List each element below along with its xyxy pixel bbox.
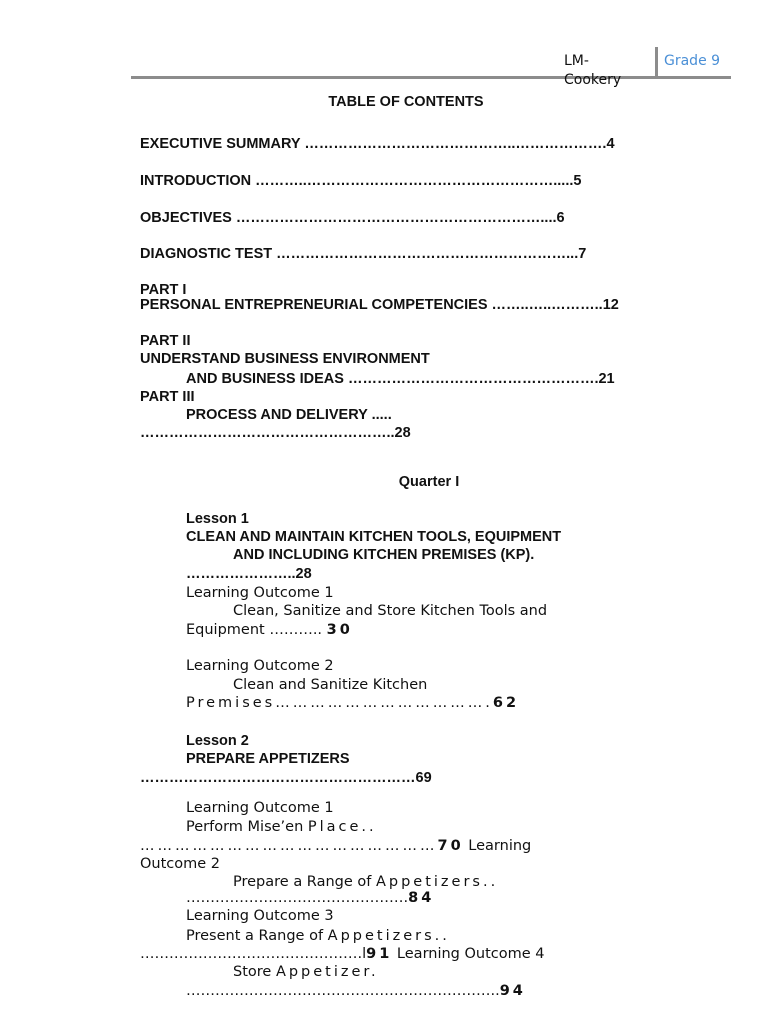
toc-part3-title: PROCESS AND DELIVERY .....: [186, 407, 392, 423]
lesson2-lo2-line: [186, 889, 434, 907]
lesson2-lo4-dots: ………………………………………………………..: [186, 983, 500, 999]
lesson1-lo1-page: 30: [326, 622, 353, 638]
lesson1-lo1-dots: Equipment ………..: [186, 622, 327, 638]
lesson2-lo2-title-b: Appetizers..: [375, 874, 499, 890]
lesson1-label: Lesson 1: [186, 511, 249, 527]
lesson2-lo2-title-a: Prepare a Range of: [233, 874, 376, 890]
page-title: TABLE OF CONTENTS: [328, 94, 484, 110]
lesson2-lo1-label: Learning Outcome 1: [186, 800, 334, 816]
lesson2-lo4-line: [186, 982, 526, 1000]
lesson2-lo4-title-a: Store: [233, 964, 276, 980]
header-grade: Grade 9: [664, 53, 721, 69]
lesson1-lo2-continuation: [186, 694, 519, 712]
lesson2-lo1-title-a: Perform Mise’en: [186, 819, 308, 835]
header-divider: [655, 47, 658, 77]
lesson2-lo3-title-a: Present a Range of: [186, 928, 328, 944]
lesson1-lo1-label: Learning Outcome 1: [186, 585, 334, 601]
toc-part2-entry: AND BUSINESS IDEAS …………………………………………….21: [186, 371, 615, 387]
lesson2-lo3-dots: ……………………………………….l: [140, 946, 367, 962]
lesson2-lo1-title-b: Place..: [307, 819, 377, 835]
lesson2-page: …………………………………………………69: [140, 770, 432, 786]
lesson2-lo4-title-b: Appetizer.: [275, 964, 379, 980]
toc-part2-title: UNDERSTAND BUSINESS ENVIRONMENT: [140, 351, 430, 367]
lesson2-lo4-label: Learning Outcome 4: [392, 946, 545, 962]
lesson2-lo2-page: 84: [408, 890, 435, 906]
lesson2-lo1-line: [140, 837, 531, 855]
lesson2-lo2-dots: ……………………………………….: [186, 890, 409, 906]
lesson2-lo3-page: 91: [366, 946, 393, 962]
lesson2-lo3-label: Learning Outcome 3: [186, 908, 334, 924]
lesson1-lo1-continuation: [186, 621, 353, 639]
lesson1-lo1-title: Clean, Sanitize and Store Kitchen Tools and: [233, 603, 548, 619]
lesson1-lo2-page: 62: [492, 695, 520, 711]
lesson1-title-line2: AND INCLUDING KITCHEN PREMISES (KP).: [233, 547, 535, 563]
lesson2-lo2-label-a: Learning: [463, 838, 532, 854]
lesson2-lo4-page: 94: [499, 983, 526, 999]
toc-diagnostic-test: DIAGNOSTIC TEST ……………………………………………………...7: [140, 246, 587, 262]
lesson1-page: …………………..28: [186, 566, 312, 582]
lesson1-lo2-label: Learning Outcome 2: [186, 658, 334, 674]
lesson2-lo1-page: 70: [437, 838, 464, 854]
lesson2-title: PREPARE APPETIZERS: [186, 751, 350, 767]
toc-part3-page: ……………………………………………..28: [140, 425, 411, 441]
toc-part1-label: PART I: [140, 282, 187, 298]
lesson2-lo2-label-b: Outcome 2: [140, 856, 221, 872]
lesson2-lo1-dots: ……………………………………………: [140, 838, 438, 854]
toc-part1-entry: PERSONAL ENTREPRENEURIAL COMPETENCIES ……..…..………..12: [140, 297, 619, 313]
lesson2-lo4-title: [233, 963, 379, 981]
toc-part3-label: PART III: [140, 389, 195, 405]
lesson2-lo1-title: [186, 818, 377, 836]
lesson2-lo3-title-b: Appetizers..: [327, 928, 450, 944]
toc-executive-summary: EXECUTIVE SUMMARY ……………………………………..……………….4: [140, 136, 615, 152]
quarter-heading: Quarter I: [398, 474, 460, 490]
toc-introduction: INTRODUCTION ………..…………………………………………….....5: [140, 173, 582, 189]
lesson1-lo2-dots: Premises……………………………….: [186, 695, 493, 711]
toc-objectives: OBJECTIVES ………………………………………………………....6: [140, 210, 565, 226]
lesson1-title-line1: CLEAN AND MAINTAIN KITCHEN TOOLS, EQUIPMENT: [186, 529, 562, 545]
lesson2-label: Lesson 2: [186, 733, 249, 749]
lesson2-lo3-line: [140, 945, 545, 963]
lesson1-lo2-title: Clean and Sanitize Kitchen: [233, 677, 428, 693]
header-lm: LM-Cookery: [564, 53, 622, 88]
toc-part2-label: PART II: [140, 333, 191, 349]
lesson2-lo3-title: [186, 927, 450, 945]
